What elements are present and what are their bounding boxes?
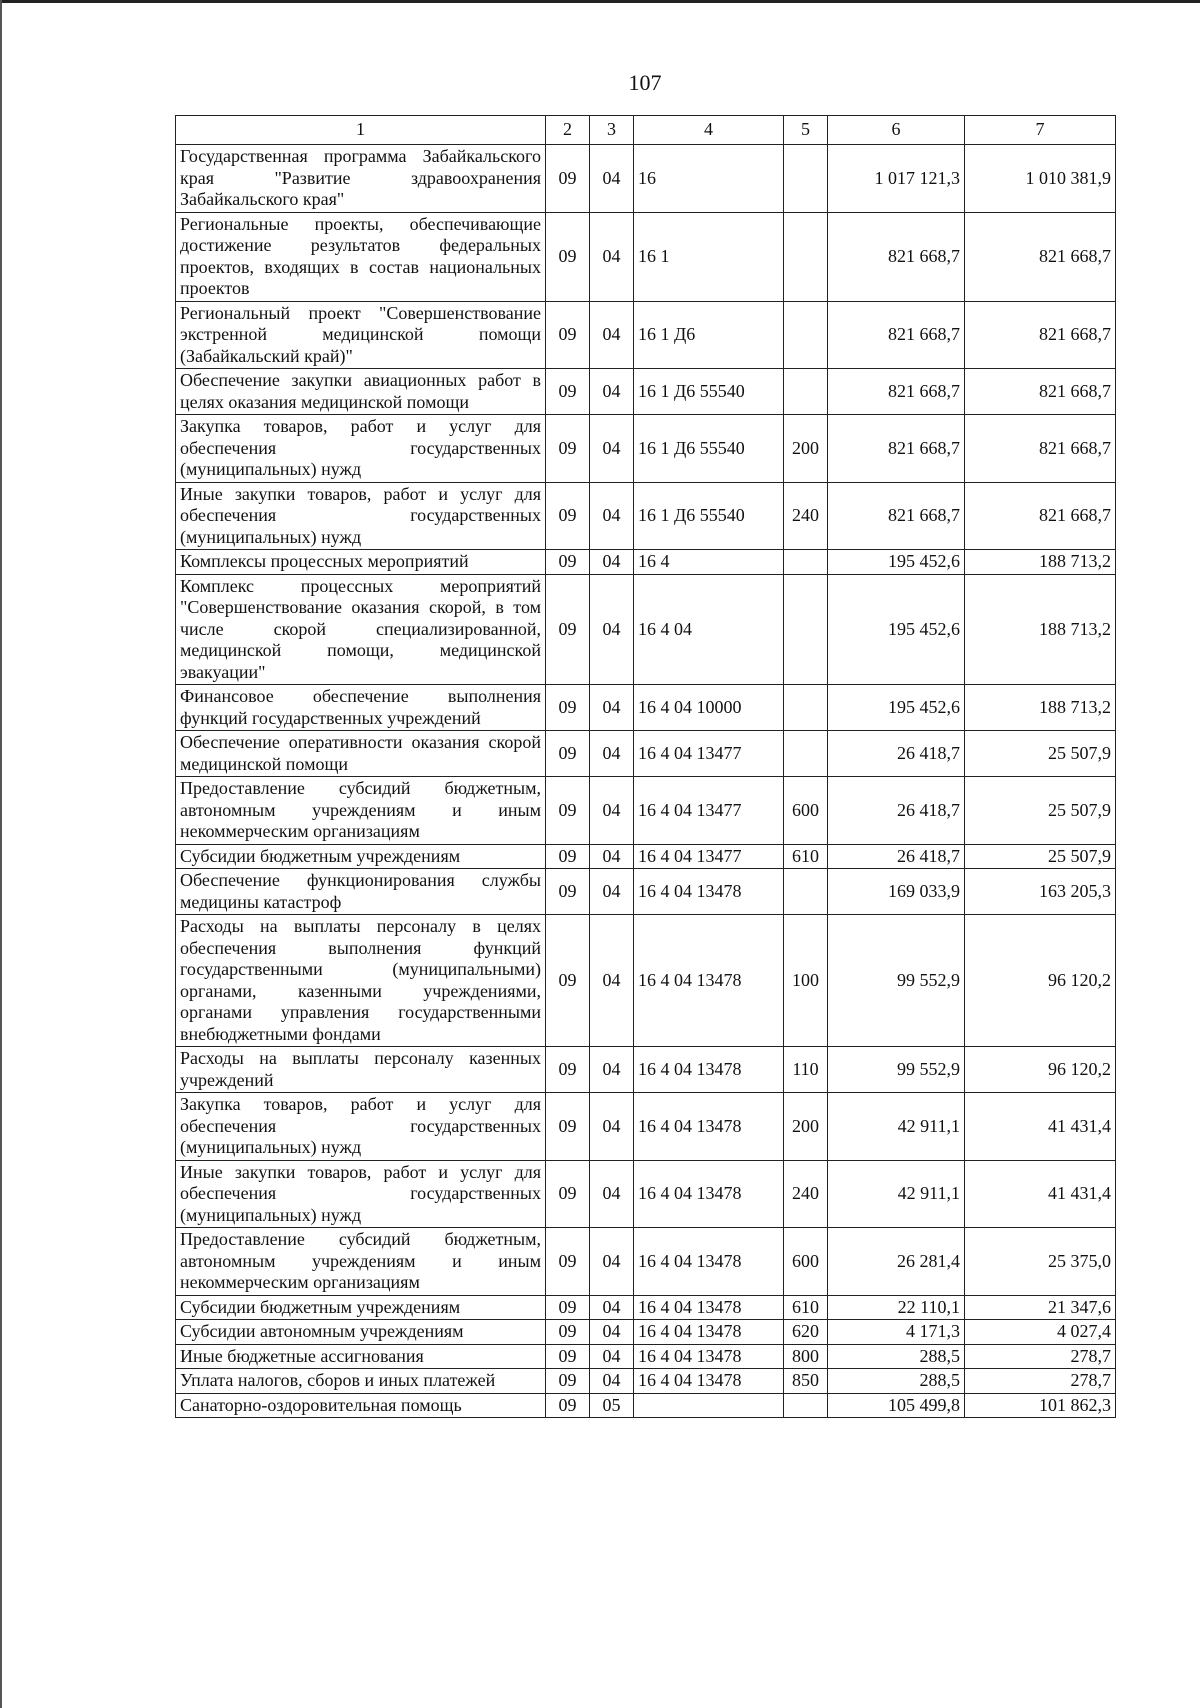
amount-year2-cell: 188 713,2 (965, 685, 1116, 731)
amount-year1-cell: 42 911,1 (828, 1093, 965, 1161)
expense-type-cell (784, 301, 828, 369)
amount-year2-cell: 821 668,7 (965, 482, 1116, 550)
amount-year1-cell: 26 418,7 (828, 777, 965, 845)
subsection-code-cell: 04 (590, 212, 634, 301)
subsection-code-cell: 04 (590, 1228, 634, 1296)
row-name-cell: Закупка товаров, работ и услуг для обеспечения государственных (муниципальных) нужд (176, 1093, 546, 1161)
expense-type-cell: 610 (784, 844, 828, 869)
subsection-code-cell: 04 (590, 685, 634, 731)
table-row (176, 685, 1116, 731)
table-row (176, 574, 1116, 685)
amount-year1-cell: 821 668,7 (828, 482, 965, 550)
expense-type-cell: 620 (784, 1320, 828, 1345)
amount-year1-cell: 42 911,1 (828, 1160, 965, 1228)
section-code-cell: 09 (546, 550, 590, 575)
table-row (176, 1344, 1116, 1369)
target-article-cell: 16 4 04 13477 (634, 844, 784, 869)
expense-type-cell (784, 685, 828, 731)
subsection-code-cell: 04 (590, 844, 634, 869)
row-name-cell: Иные бюджетные ассигнования (176, 1344, 546, 1369)
subsection-code-cell: 04 (590, 574, 634, 685)
amount-year1-cell: 821 668,7 (828, 369, 965, 415)
amount-year1-cell: 169 033,9 (828, 869, 965, 915)
target-article-cell: 16 4 (634, 550, 784, 575)
row-name-cell: Уплата налогов, сборов и иных платежей (176, 1369, 546, 1394)
subsection-code-cell: 04 (590, 1093, 634, 1161)
table-row (176, 1093, 1116, 1161)
row-name-cell: Предоставление субсидий бюджетным, автономным учреждениям и иным некоммерческим организациям (176, 1228, 546, 1296)
expense-type-cell: 610 (784, 1295, 828, 1320)
amount-year1-cell: 1 017 121,3 (828, 145, 965, 213)
target-article-cell: 16 4 04 13478 (634, 1047, 784, 1093)
amount-year1-cell: 99 552,9 (828, 915, 965, 1047)
expense-type-cell: 600 (784, 1228, 828, 1296)
row-name-cell: Расходы на выплаты персоналу в целях обеспечения выполнения функций государственными (муниципальными) органами, казенными учреждениями, органами управления государственными внебюджетными фондами (176, 915, 546, 1047)
expense-type-cell (784, 550, 828, 575)
target-article-cell: 16 4 04 13478 (634, 1228, 784, 1296)
expense-type-cell: 110 (784, 1047, 828, 1093)
table-row (176, 1393, 1116, 1418)
section-code-cell: 09 (546, 1093, 590, 1161)
target-article-cell: 16 4 04 13478 (634, 1295, 784, 1320)
subsection-code-cell: 04 (590, 369, 634, 415)
section-code-cell: 09 (546, 1228, 590, 1296)
section-code-cell: 09 (546, 574, 590, 685)
amount-year2-cell: 821 668,7 (965, 415, 1116, 483)
page-number: 107 (628, 70, 662, 95)
section-code-cell: 09 (546, 1160, 590, 1228)
subsection-code-cell: 05 (590, 1393, 634, 1418)
amount-year2-cell: 25 507,9 (965, 777, 1116, 845)
amount-year1-cell: 4 171,3 (828, 1320, 965, 1345)
row-name-cell: Региональный проект "Совершенствование экстренной медицинской помощи (Забайкальский край)" (176, 301, 546, 369)
section-code-cell: 09 (546, 1047, 590, 1093)
section-code-cell: 09 (546, 1344, 590, 1369)
table-row (176, 1320, 1116, 1345)
table-row (176, 1369, 1116, 1394)
amount-year1-cell: 288,5 (828, 1369, 965, 1394)
column-header: 5 (784, 116, 828, 145)
table-row (176, 1047, 1116, 1093)
amount-year2-cell: 101 862,3 (965, 1393, 1116, 1418)
table-header-row (176, 116, 1116, 145)
subsection-code-cell: 04 (590, 915, 634, 1047)
section-code-cell: 09 (546, 482, 590, 550)
table-row (176, 869, 1116, 915)
section-code-cell: 09 (546, 1320, 590, 1345)
section-code-cell: 09 (546, 145, 590, 213)
subsection-code-cell: 04 (590, 1295, 634, 1320)
amount-year2-cell: 96 120,2 (965, 1047, 1116, 1093)
amount-year2-cell: 1 010 381,9 (965, 145, 1116, 213)
amount-year1-cell: 105 499,8 (828, 1393, 965, 1418)
expense-type-cell: 800 (784, 1344, 828, 1369)
expense-type-cell: 200 (784, 415, 828, 483)
amount-year2-cell: 25 507,9 (965, 844, 1116, 869)
row-name-cell: Комплекс процессных мероприятий "Совершенствование оказания скорой, в том числе скорой специализированной, медицинской помощи, медицинской эвакуации" (176, 574, 546, 685)
subsection-code-cell: 04 (590, 1344, 634, 1369)
target-article-cell: 16 1 Д6 (634, 301, 784, 369)
amount-year1-cell: 195 452,6 (828, 574, 965, 685)
section-code-cell: 09 (546, 1295, 590, 1320)
target-article-cell: 16 4 04 13477 (634, 777, 784, 845)
amount-year1-cell: 99 552,9 (828, 1047, 965, 1093)
subsection-code-cell: 04 (590, 1047, 634, 1093)
table-row (176, 1160, 1116, 1228)
subsection-code-cell: 04 (590, 1369, 634, 1394)
subsection-code-cell: 04 (590, 550, 634, 575)
row-name-cell: Обеспечение оперативности оказания скорой медицинской помощи (176, 731, 546, 777)
row-name-cell: Финансовое обеспечение выполнения функций государственных учреждений (176, 685, 546, 731)
expense-type-cell (784, 869, 828, 915)
amount-year1-cell: 195 452,6 (828, 550, 965, 575)
section-code-cell: 09 (546, 731, 590, 777)
table-row (176, 1228, 1116, 1296)
row-name-cell: Расходы на выплаты персоналу казенных учреждений (176, 1047, 546, 1093)
section-code-cell: 09 (546, 777, 590, 845)
expense-type-cell (784, 369, 828, 415)
target-article-cell: 16 4 04 13478 (634, 1344, 784, 1369)
target-article-cell: 16 4 04 13478 (634, 915, 784, 1047)
section-code-cell: 09 (546, 1369, 590, 1394)
section-code-cell: 09 (546, 415, 590, 483)
table-row (176, 212, 1116, 301)
row-name-cell: Субсидии бюджетным учреждениям (176, 844, 546, 869)
column-header: 4 (634, 116, 784, 145)
row-name-cell: Обеспечение закупки авиационных работ в целях оказания медицинской помощи (176, 369, 546, 415)
amount-year2-cell: 21 347,6 (965, 1295, 1116, 1320)
section-code-cell: 09 (546, 915, 590, 1047)
amount-year1-cell: 821 668,7 (828, 301, 965, 369)
section-code-cell: 09 (546, 301, 590, 369)
expense-type-cell (784, 145, 828, 213)
column-header: 3 (590, 116, 634, 145)
subsection-code-cell: 04 (590, 301, 634, 369)
table-row (176, 777, 1116, 845)
amount-year2-cell: 821 668,7 (965, 301, 1116, 369)
row-name-cell: Субсидии бюджетным учреждениям (176, 1295, 546, 1320)
target-article-cell: 16 4 04 13478 (634, 1369, 784, 1394)
table-row (176, 145, 1116, 213)
expense-type-cell: 240 (784, 482, 828, 550)
row-name-cell: Государственная программа Забайкальского края "Развитие здравоохранения Забайкальского края" (176, 145, 546, 213)
subsection-code-cell: 04 (590, 1320, 634, 1345)
column-header: 7 (965, 116, 1116, 145)
amount-year2-cell: 25 507,9 (965, 731, 1116, 777)
amount-year1-cell: 26 281,4 (828, 1228, 965, 1296)
budget-table (175, 115, 1116, 1418)
expense-type-cell: 200 (784, 1093, 828, 1161)
target-article-cell: 16 1 Д6 55540 (634, 415, 784, 483)
subsection-code-cell: 04 (590, 145, 634, 213)
target-article-cell: 16 4 04 13478 (634, 1093, 784, 1161)
table-row (176, 369, 1116, 415)
target-article-cell (634, 1393, 784, 1418)
target-article-cell: 16 4 04 13478 (634, 869, 784, 915)
amount-year2-cell: 188 713,2 (965, 550, 1116, 575)
page-left-edge (0, 0, 2, 1708)
table-row (176, 550, 1116, 575)
column-header: 6 (828, 116, 965, 145)
expense-type-cell (784, 731, 828, 777)
row-name-cell: Комплексы процессных мероприятий (176, 550, 546, 575)
target-article-cell: 16 4 04 13477 (634, 731, 784, 777)
row-name-cell: Субсидии автономным учреждениям (176, 1320, 546, 1345)
target-article-cell: 16 1 (634, 212, 784, 301)
row-name-cell: Закупка товаров, работ и услуг для обеспечения государственных (муниципальных) нужд (176, 415, 546, 483)
column-header: 2 (546, 116, 590, 145)
table-row (176, 915, 1116, 1047)
expense-type-cell: 240 (784, 1160, 828, 1228)
subsection-code-cell: 04 (590, 1160, 634, 1228)
target-article-cell: 16 4 04 13478 (634, 1160, 784, 1228)
amount-year2-cell: 41 431,4 (965, 1093, 1116, 1161)
row-name-cell: Иные закупки товаров, работ и услуг для обеспечения государственных (муниципальных) нужд (176, 1160, 546, 1228)
amount-year1-cell: 195 452,6 (828, 685, 965, 731)
row-name-cell: Региональные проекты, обеспечивающие достижение результатов федеральных проектов, входящих в состав национальных проектов (176, 212, 546, 301)
row-name-cell: Обеспечение функционирования службы медицины катастроф (176, 869, 546, 915)
amount-year2-cell: 96 120,2 (965, 915, 1116, 1047)
amount-year1-cell: 288,5 (828, 1344, 965, 1369)
expense-type-cell: 850 (784, 1369, 828, 1394)
target-article-cell: 16 (634, 145, 784, 213)
expense-type-cell (784, 1393, 828, 1418)
subsection-code-cell: 04 (590, 869, 634, 915)
table-row (176, 482, 1116, 550)
amount-year1-cell: 26 418,7 (828, 844, 965, 869)
amount-year2-cell: 41 431,4 (965, 1160, 1116, 1228)
table-row (176, 415, 1116, 483)
target-article-cell: 16 4 04 (634, 574, 784, 685)
subsection-code-cell: 04 (590, 777, 634, 845)
subsection-code-cell: 04 (590, 415, 634, 483)
amount-year2-cell: 4 027,4 (965, 1320, 1116, 1345)
table-row (176, 301, 1116, 369)
section-code-cell: 09 (546, 212, 590, 301)
row-name-cell: Предоставление субсидий бюджетным, автономным учреждениям и иным некоммерческим организациям (176, 777, 546, 845)
amount-year1-cell: 821 668,7 (828, 415, 965, 483)
row-name-cell: Санаторно-оздоровительная помощь (176, 1393, 546, 1418)
amount-year1-cell: 821 668,7 (828, 212, 965, 301)
table-row (176, 844, 1116, 869)
target-article-cell: 16 4 04 13478 (634, 1320, 784, 1345)
section-code-cell: 09 (546, 1393, 590, 1418)
section-code-cell: 09 (546, 869, 590, 915)
section-code-cell: 09 (546, 844, 590, 869)
expense-type-cell (784, 574, 828, 685)
target-article-cell: 16 4 04 10000 (634, 685, 784, 731)
table-body (176, 145, 1116, 1418)
target-article-cell: 16 1 Д6 55540 (634, 369, 784, 415)
section-code-cell: 09 (546, 685, 590, 731)
amount-year2-cell: 278,7 (965, 1369, 1116, 1394)
page-top-edge (0, 0, 1200, 3)
amount-year2-cell: 821 668,7 (965, 212, 1116, 301)
target-article-cell: 16 1 Д6 55540 (634, 482, 784, 550)
amount-year2-cell: 188 713,2 (965, 574, 1116, 685)
amount-year2-cell: 821 668,7 (965, 369, 1116, 415)
expense-type-cell: 600 (784, 777, 828, 845)
section-code-cell: 09 (546, 369, 590, 415)
expense-type-cell (784, 212, 828, 301)
amount-year2-cell: 163 205,3 (965, 869, 1116, 915)
amount-year2-cell: 278,7 (965, 1344, 1116, 1369)
table-row (176, 1295, 1116, 1320)
subsection-code-cell: 04 (590, 731, 634, 777)
column-header: 1 (176, 116, 546, 145)
amount-year1-cell: 26 418,7 (828, 731, 965, 777)
table-row (176, 731, 1116, 777)
subsection-code-cell: 04 (590, 482, 634, 550)
amount-year1-cell: 22 110,1 (828, 1295, 965, 1320)
expense-type-cell: 100 (784, 915, 828, 1047)
row-name-cell: Иные закупки товаров, работ и услуг для обеспечения государственных (муниципальных) нужд (176, 482, 546, 550)
amount-year2-cell: 25 375,0 (965, 1228, 1116, 1296)
